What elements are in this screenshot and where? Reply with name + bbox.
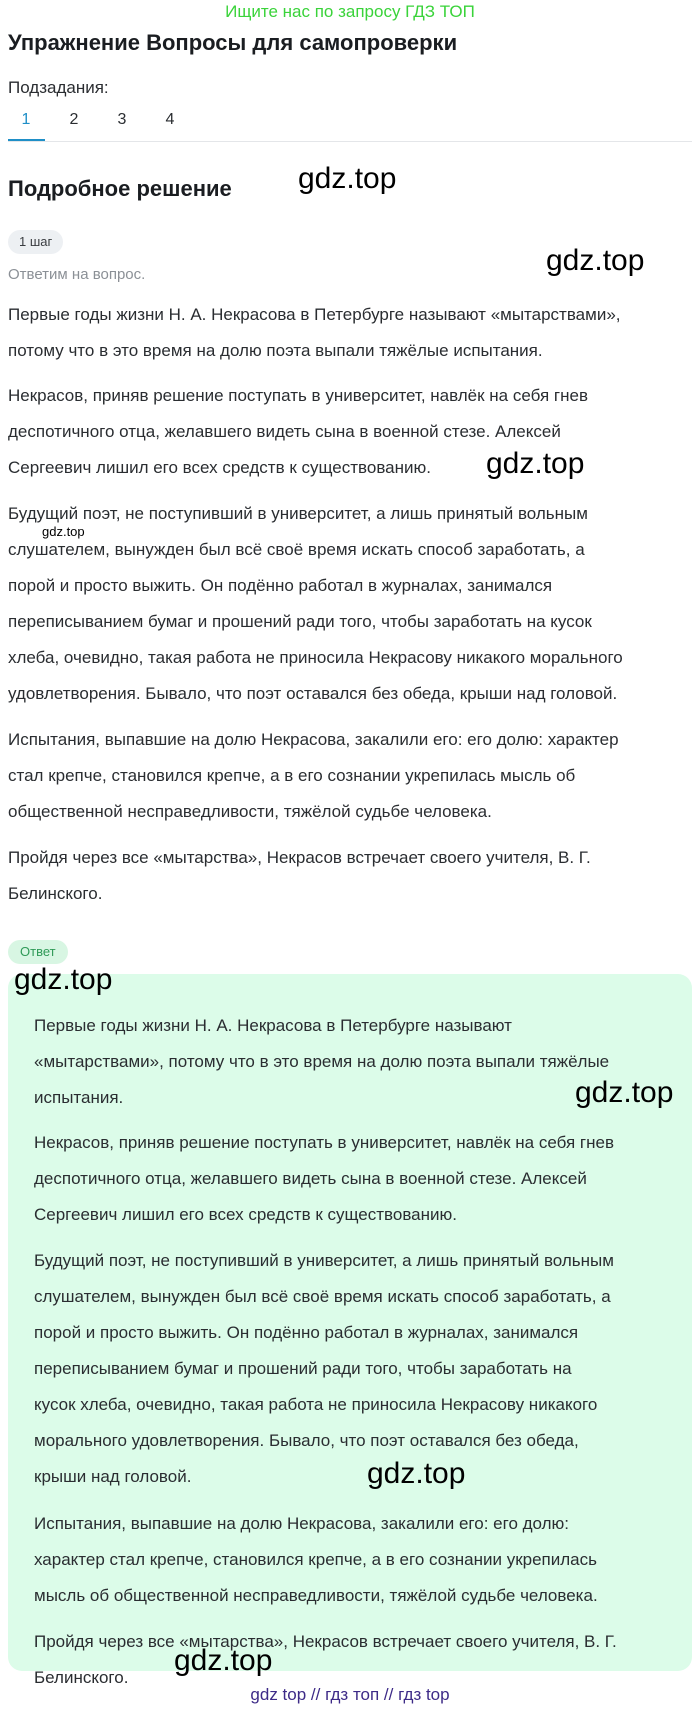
watermark: gdz.top bbox=[298, 162, 397, 195]
text-line: Сергеевич лишил его всех средств к существованию. bbox=[8, 458, 431, 477]
text-line: Будущий поэт, не поступивший в университет, а лишь принятый вольным bbox=[34, 1251, 614, 1270]
solution-paragraph bbox=[8, 496, 686, 712]
text-line: порой и просто выжить. Он подённо работал в журналах, занимался bbox=[34, 1323, 579, 1342]
text-line: потому что в это время на долю поэта выпали тяжёлые испытания. bbox=[8, 341, 543, 360]
watermark: gdz.top bbox=[174, 1644, 273, 1677]
text-line: порой и просто выжить. Он подённо работал в журналах, занимался bbox=[8, 576, 553, 595]
answer-paragraph bbox=[34, 1125, 674, 1233]
promo-banner[interactable]: Ищите нас по запросу ГДЗ ТОП bbox=[225, 2, 475, 21]
text-line: удовлетворения. Бывало, что поэт оставался без обеда, крыши над головой. bbox=[8, 684, 618, 703]
solution-paragraph bbox=[8, 840, 686, 912]
text-line: Пройдя через все «мытарства», Некрасов встречает своего учителя, В. Г. bbox=[8, 848, 591, 867]
text-line: Первые годы жизни Н. А. Некрасова в Петербурге называют «мытарствами», bbox=[8, 305, 621, 324]
answer-paragraph bbox=[34, 1506, 674, 1614]
watermark-small: gdz.top bbox=[42, 524, 85, 539]
text-line: Будущий поэт, не поступивший в университет, а лишь принятый вольным bbox=[8, 504, 588, 523]
watermark: gdz.top bbox=[367, 1457, 466, 1490]
text-line: кусок хлеба, очевидно, такая работа не приносила Некрасову никакого bbox=[34, 1395, 598, 1414]
text-line: характер стал крепче, становился крепче, а в его сознании укрепилась bbox=[34, 1550, 597, 1569]
text-line: мысль об общественной несправедливости, тяжёлой судьбе человека. bbox=[34, 1586, 598, 1605]
text-line: Испытания, выпавшие на долю Некрасова, закалили его: его долю: характер bbox=[8, 730, 619, 749]
watermark: gdz.top bbox=[575, 1076, 674, 1109]
text-line: Сергеевич лишил его всех средств к существованию. bbox=[34, 1205, 457, 1224]
solution-title: Подробное решение bbox=[8, 176, 232, 201]
text-line: «мытарствами», потому что в это время на долю поэта выпали тяжёлые bbox=[34, 1052, 610, 1071]
footer-links[interactable]: gdz top // гдз топ // гдз top bbox=[250, 1685, 450, 1704]
solution-paragraph bbox=[8, 722, 686, 830]
tab-3[interactable]: 3 bbox=[117, 111, 127, 128]
subtask-tabs bbox=[8, 104, 692, 142]
answer-paragraph bbox=[34, 1243, 674, 1495]
text-line: Некрасов, приняв решение поступать в университет, навлёк на себя гнев bbox=[8, 386, 588, 405]
page-title: Упражнение Вопросы для самопроверки bbox=[8, 30, 458, 55]
tab-2[interactable]: 2 bbox=[69, 111, 79, 128]
active-tab-indicator bbox=[8, 139, 45, 141]
solution-paragraph bbox=[8, 297, 686, 369]
text-line: Белинского. bbox=[8, 884, 103, 903]
subtasks-label: Подзадания: bbox=[8, 78, 109, 97]
tab-4[interactable]: 4 bbox=[165, 111, 175, 128]
text-line: морального удовлетворения. Бывало, что поэт оставался без обеда, bbox=[34, 1431, 579, 1450]
text-line: Белинского. bbox=[34, 1668, 129, 1687]
text-line: крыши над головой. bbox=[34, 1467, 192, 1486]
text-line: переписыванием бумаг и прошений ради того, чтобы заработать на bbox=[34, 1359, 572, 1378]
text-line: испытания. bbox=[34, 1088, 124, 1107]
text-line: стал крепче, становился крепче, а в его сознании укрепилась мысль об bbox=[8, 766, 576, 785]
text-line: хлеба, очевидно, такая работа не приносила Некрасову никакого морального bbox=[8, 648, 623, 667]
step-subtitle: Ответим на вопрос. bbox=[8, 266, 146, 283]
watermark: gdz.top bbox=[14, 963, 113, 996]
text-line: Пройдя через все «мытарства», Некрасов встречает своего учителя, В. Г. bbox=[34, 1632, 617, 1651]
text-line: слушателем, вынужден был всё своё время искать способ заработать, а bbox=[8, 540, 585, 559]
text-line: общественной несправедливости, тяжёлой судьбе человека. bbox=[8, 802, 492, 821]
text-line: Первые годы жизни Н. А. Некрасова в Петербурге называют bbox=[34, 1016, 512, 1035]
text-line: деспотичного отца, желавшего видеть сына в военной стезе. Алексей bbox=[34, 1169, 587, 1188]
watermark: gdz.top bbox=[546, 244, 645, 277]
step-badge: 1 шаг bbox=[8, 230, 63, 254]
text-line: деспотичного отца, желавшего видеть сына в военной стезе. Алексей bbox=[8, 422, 561, 441]
answer-badge: Ответ bbox=[8, 940, 68, 964]
text-line: Некрасов, приняв решение поступать в университет, навлёк на себя гнев bbox=[34, 1133, 614, 1152]
tab-1[interactable]: 1 bbox=[21, 111, 31, 128]
text-line: переписыванием бумаг и прошений ради того, чтобы заработать на кусок bbox=[8, 612, 592, 631]
watermark: gdz.top bbox=[486, 447, 585, 480]
text-line: слушателем, вынужден был всё своё время искать способ заработать, а bbox=[34, 1287, 611, 1306]
text-line: Испытания, выпавшие на долю Некрасова, закалили его: его долю: bbox=[34, 1514, 570, 1533]
